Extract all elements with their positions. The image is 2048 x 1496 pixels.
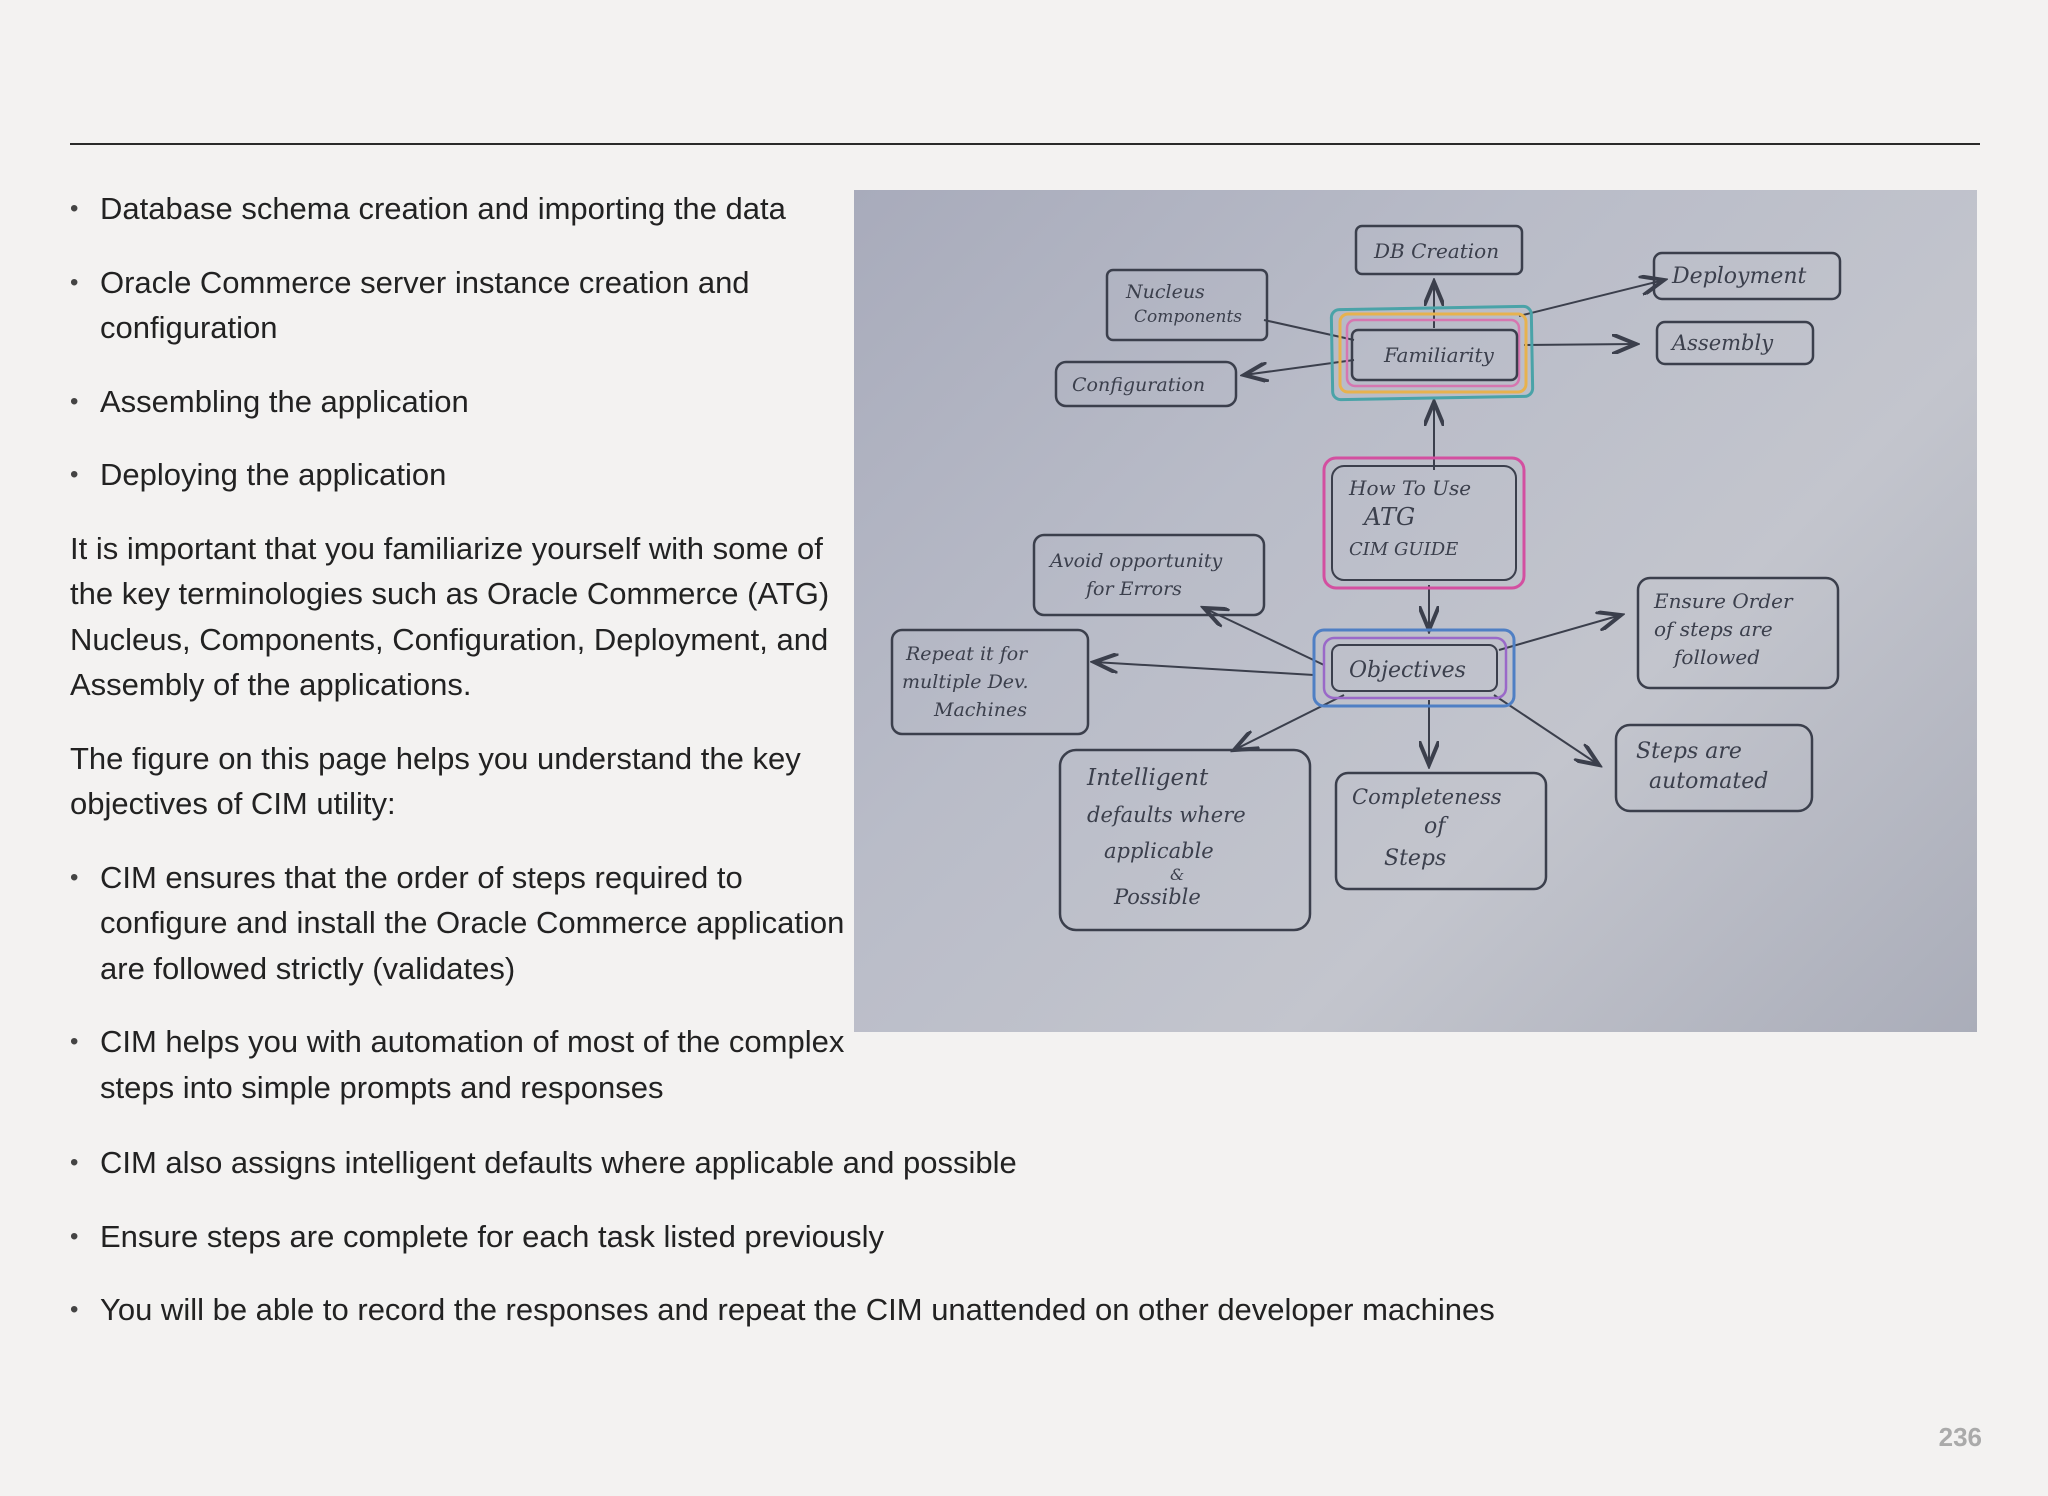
text-column: [70, 186, 860, 1138]
diagram-label-ensure-3: followed: [1674, 645, 1761, 669]
diagram-label-intelligent-1: Intelligent: [1087, 765, 1209, 791]
diagram-label-intelligent-5: Possible: [1114, 885, 1201, 909]
diagram-label-repeat-3: Machines: [934, 699, 1027, 721]
bullet-item: • CIM ensures that the order of steps required to configure and install the Oracle Commerce application are followed strictly (validates): [70, 855, 860, 992]
diagram-label-assembly: Assembly: [1672, 331, 1774, 355]
diagram-label-intelligent-4: &: [1170, 865, 1185, 884]
diagram-label-deployment: Deployment: [1672, 264, 1807, 289]
diagram-label-intelligent-2: defaults where: [1087, 803, 1246, 827]
diagram-label-howto-1: How To Use: [1349, 476, 1472, 500]
diagram-label-completeness-1: Completeness: [1352, 785, 1502, 809]
bullet-list-bottom: [70, 1140, 1770, 1333]
bullet-item: • Deploying the application: [70, 452, 860, 498]
header-rule: [70, 143, 1980, 145]
diagram-label-automated-1: Steps are: [1636, 739, 1742, 764]
diagram-label-completeness-3: Steps: [1384, 846, 1447, 871]
diagram-svg: [854, 190, 1977, 1032]
diagram-label-ensure-2: of steps are: [1654, 617, 1773, 641]
bullet-item: • You will be able to record the responses and repeat the CIM unattended on other developer machines: [70, 1287, 1770, 1333]
bullet-list-mid: [70, 855, 860, 1111]
diagram-label-db-creation: DB Creation: [1374, 239, 1500, 263]
diagram-label-howto-3: CIM GUIDE: [1349, 539, 1459, 560]
diagram-label-repeat-1: Repeat it for: [906, 643, 1028, 665]
bullet-item: • Assembling the application: [70, 379, 860, 425]
bullet-item: • Database schema creation and importing the data: [70, 186, 860, 232]
diagram-label-configuration: Configuration: [1072, 374, 1206, 396]
bullet-list-top: [70, 186, 860, 498]
diagram-label-ensure-1: Ensure Order: [1654, 589, 1793, 613]
diagram-label-intelligent-3: applicable: [1104, 839, 1214, 863]
bullet-item: • Ensure steps are complete for each task listed previously: [70, 1214, 1770, 1260]
paragraph-terminology: It is important that you familiarize yourself with some of the key terminologies such as Oracle Commerce (ATG) Nucleus, Components, Configuration, Deployment, and Assembly of the applications.: [70, 530, 830, 702]
diagram-label-familiarity: Familiarity: [1384, 343, 1494, 367]
diagram-label-howto-2: ATG: [1364, 503, 1416, 531]
bullet-item: • Oracle Commerce server instance creation and configuration: [70, 260, 860, 351]
bullet-item: • CIM also assigns intelligent defaults where applicable and possible: [70, 1140, 1770, 1186]
diagram-label-objectives: Objectives: [1349, 658, 1466, 683]
diagram-label-repeat-2: multiple Dev.: [902, 671, 1029, 693]
diagram-label-completeness-2: of: [1424, 814, 1446, 839]
diagram-label-avoid-1: Avoid opportunity: [1050, 550, 1223, 572]
diagram-label-avoid-2: for Errors: [1086, 578, 1182, 600]
diagram-label-nucleus-1: Nucleus: [1126, 281, 1205, 303]
page-number: 236: [1938, 1422, 1982, 1452]
bullet-item: • CIM helps you with automation of most of the complex steps into simple prompts and responses: [70, 1019, 860, 1110]
text-bottom: [70, 1140, 1770, 1361]
diagram-label-automated-2: automated: [1649, 769, 1769, 794]
diagram-label-nucleus-2: Components: [1134, 307, 1242, 327]
paragraph-figure-intro: The figure on this page helps you understand the key objectives of CIM utility:: [70, 740, 801, 821]
handdrawn-diagram-photo: [854, 190, 1977, 1032]
